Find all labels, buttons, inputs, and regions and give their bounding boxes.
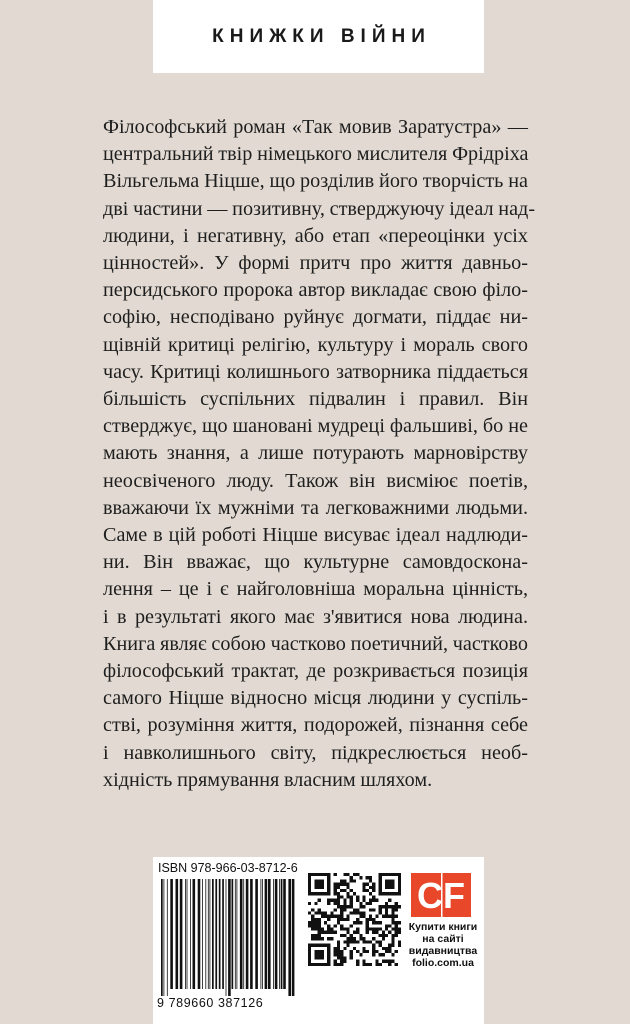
description-line: персидського пророка автор викладає свою філо- [103, 279, 528, 302]
description-line: стверджує, що шановані мудреці фальшиві, бо не [103, 415, 528, 438]
description-line: Книга являє собою частково поетичний, частково [103, 632, 528, 655]
description-line: ни. Він вважає, що культурне самовдосконa- [103, 551, 528, 574]
isbn-label: ISBN 978-966-03-8712-6 [158, 861, 298, 875]
back-info-panel [153, 857, 484, 1024]
book-description [103, 114, 536, 794]
description-line: людини, і негативну, або етап «переоцінки усіх [103, 224, 528, 247]
series-banner [153, 0, 484, 73]
description-line: Філософський роман «Так мовив Заратустра» — [103, 116, 528, 138]
publisher-logo [411, 873, 471, 917]
description-line: мають знання, а лише потурають марновірству [103, 442, 528, 465]
barcode-digits: 9 789660 387126 [157, 996, 264, 1010]
buy-website[interactable]: folio.com.ua [412, 957, 474, 969]
description-line: і навколишнього світу, підкреслюється необ- [103, 741, 528, 764]
description-line: Саме в цій роботі Ніцше висуває ідеал надлюди- [103, 524, 528, 547]
description-line: самого Ніцше відносно місця людини у суспіль- [103, 687, 528, 710]
description-line: дві частини — позитивну, стверджуючу ідеал над- [103, 197, 536, 220]
qr-code-icon[interactable] [308, 873, 401, 966]
description-line: стві, розуміння життя, подорожей, пізнання себе [103, 714, 528, 737]
description-line: щівній критиці релігію, культуру і мораль свого [103, 333, 528, 356]
buy-line: видавництва [408, 945, 478, 957]
barcode-icon [157, 879, 297, 996]
buy-line: Купити книги [408, 921, 478, 933]
description-line: філософський трактат, де розкривається позиція [103, 660, 528, 683]
description-line: софію, несподівано руйнує догмати, піддає ни- [103, 306, 528, 329]
description-line: хідність прямування власним шляхом. [103, 768, 433, 791]
description-line: більшість суспільних підвалин і правил. Він [103, 388, 528, 411]
description-line: центральний твір німецького мислителя Фрідріха [103, 143, 529, 166]
description-line: неосвіченого люду. Також він висміює поетів, [103, 469, 528, 492]
description-line: і в результаті якого має з'явитися нова людина. [103, 605, 528, 628]
description-line: цінностей». У формі притч про життя давньо- [103, 252, 528, 275]
description-line: Вільгельма Ніцше, що розділив його творчість на [103, 170, 528, 193]
description-line: вважаючи їх мужніми та легковажними людьми. [103, 496, 528, 519]
description-line: лення – це і є найголовніша моральна цінність, [103, 578, 528, 601]
description-line: часу. Критиці колишнього затворника піддається [103, 360, 528, 383]
series-title: КНИЖКИ ВІЙНИ [212, 25, 431, 47]
buy-line: на сайті [422, 933, 464, 945]
buy-online-note[interactable] [405, 921, 481, 969]
logo-text: CF [417, 875, 465, 916]
